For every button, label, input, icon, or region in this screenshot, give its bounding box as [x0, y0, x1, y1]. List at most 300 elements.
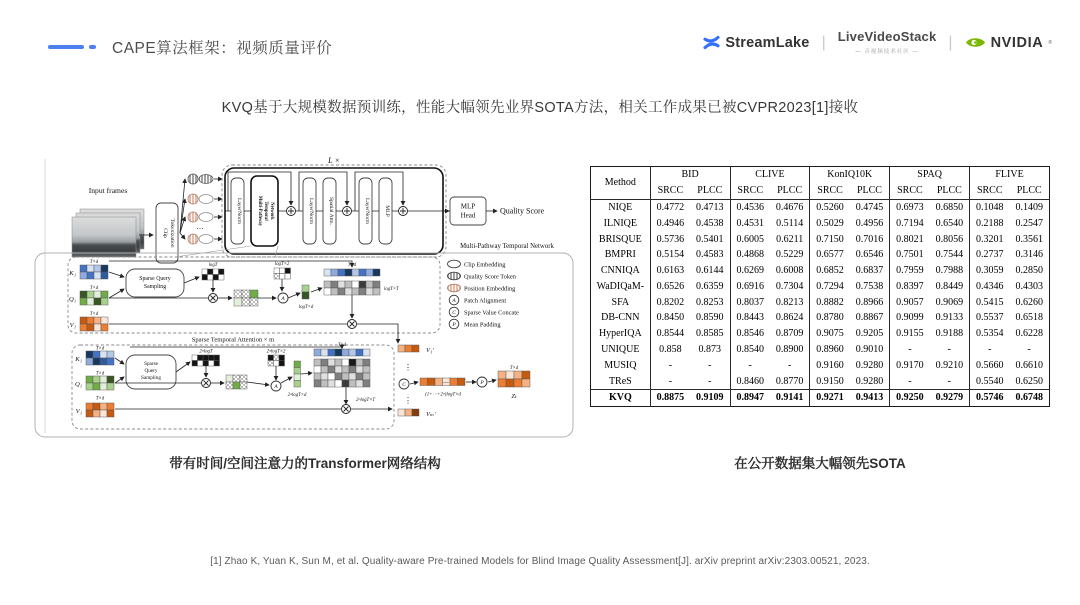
value-cell: 0.9075 [810, 326, 850, 342]
value-cell: 0.3146 [1015, 249, 1043, 261]
svg-text:Spatial Attn.: Spatial Attn. [328, 197, 334, 225]
col-subheader: PLCC [690, 183, 730, 199]
col-subheader: PLCC [850, 183, 890, 199]
k1-label: K₁ [69, 270, 76, 277]
svg-text:V₁′: V₁′ [426, 347, 434, 354]
svg-text:Head: Head [460, 211, 476, 220]
patch-alignment-op-icon [278, 293, 288, 303]
svg-text:T×d: T×d [95, 346, 105, 352]
table-caption: 在公开数据集大幅领先SOTA [734, 456, 906, 471]
value-cell: - [787, 359, 792, 371]
value-cell: 0.8947 [730, 389, 770, 406]
method-cell: MUSIQ [604, 359, 637, 371]
value-cell: - [708, 375, 712, 387]
value-cell: 0.3561 [1015, 233, 1043, 245]
streamlake-logo-text: StreamLake [725, 34, 810, 51]
value-cell: 0.5736 [650, 231, 690, 247]
value-cell: 0.9205 [855, 328, 884, 340]
svg-text:LayerNorm: LayerNorm [308, 197, 314, 225]
table-row [591, 389, 1050, 406]
value-cell: 0.8882 [810, 294, 850, 310]
add-op-icon [399, 207, 408, 216]
zt-output-grid [498, 371, 530, 387]
value-cell: 0.4772 [650, 199, 690, 215]
svg-text:A: A [452, 298, 456, 304]
value-cell: 0.7194 [890, 215, 930, 231]
value-cell: 0.9155 [890, 326, 930, 342]
value-cell: 0.9250 [890, 389, 930, 406]
value-cell: 0.8540 [730, 342, 770, 358]
value-cell: 0.8875 [650, 389, 690, 406]
svg-text:P: P [480, 380, 484, 386]
value-cell: 0.6850 [935, 201, 964, 213]
value-cell: 0.5540 [970, 373, 1010, 389]
col-group-header: CLIVE [730, 167, 810, 183]
value-cell: 0.6250 [1015, 375, 1043, 387]
value-cell: 0.8443 [730, 310, 770, 326]
value-cell: - [708, 359, 712, 371]
value-cell: 0.6228 [1015, 328, 1043, 340]
svg-text:V₁: V₁ [75, 408, 82, 415]
value-cell: 0.8900 [775, 343, 804, 355]
clip-token-icon [188, 234, 213, 244]
value-cell: 0.4538 [696, 217, 724, 229]
sparse-query-sampling-box [126, 355, 176, 389]
value-cell: 0.873 [698, 343, 722, 355]
method-cell: CNNIQA [600, 265, 640, 277]
add-op-icon [343, 207, 352, 216]
key-strip [324, 269, 380, 276]
nvidia-trademark: ® [1048, 39, 1052, 46]
token-ellipsis: ⋯ [196, 225, 204, 233]
svg-text:Q₁: Q₁ [74, 381, 82, 388]
sparse-value-concate-icon [449, 307, 459, 317]
q1-label: Q₁ [68, 296, 76, 303]
value-cell: - [947, 375, 951, 387]
value-cell: 0.1409 [1015, 201, 1043, 213]
value-cell: 0.4536 [730, 199, 770, 215]
logo-separator: | [821, 33, 826, 51]
nvidia-eye-icon [965, 35, 986, 50]
value-cell: 0.4713 [696, 201, 724, 213]
col-subheader: SRCC [650, 183, 690, 199]
vm-output-strip [398, 409, 419, 416]
value-cell: 0.4303 [1015, 280, 1043, 292]
method-cell: BRISQUE [598, 233, 642, 245]
svg-text:Query: Query [144, 368, 158, 374]
value-cell: 0.5260 [810, 199, 850, 215]
value-cell: 0.9280 [855, 375, 884, 387]
svg-text:Clip Embedding: Clip Embedding [464, 261, 506, 269]
value-cell: 0.3059 [970, 263, 1010, 279]
value-cell: 0.6916 [730, 278, 770, 294]
streamlake-logo [703, 34, 809, 51]
method-cell: BMPRI [604, 249, 636, 261]
matmul-op-icon [348, 320, 357, 329]
logT-index-grid [192, 355, 220, 366]
svg-text:Mean Padding: Mean Padding [464, 321, 501, 329]
value-cell: 0.9141 [770, 389, 810, 406]
value-cell: - [1027, 343, 1031, 355]
pathway-panel-1 [68, 257, 440, 343]
patch-alignment-icon [449, 295, 459, 305]
value-cell: 0.4956 [855, 217, 884, 229]
value-cell: 0.7544 [935, 249, 964, 261]
sparse-query-sampling-box [126, 269, 184, 297]
svg-text:logT: logT [208, 263, 218, 268]
matmul-op-icon [342, 405, 351, 414]
clip-token-icon [188, 212, 213, 222]
svg-text:⋮: ⋮ [404, 396, 412, 405]
value-cell: 0.6577 [810, 247, 850, 263]
attention-map-grid [324, 281, 380, 295]
value-cell: 0.9413 [850, 389, 890, 406]
svg-text:C: C [452, 310, 456, 316]
matmul-op-icon [209, 294, 218, 303]
value-cell: - [970, 342, 1010, 358]
svg-text:K₁: K₁ [75, 356, 82, 363]
value-cell: 0.9280 [855, 359, 884, 371]
value-cell: 0.5114 [776, 217, 804, 229]
svg-text:P: P [452, 322, 456, 328]
value-cell: 0.8960 [810, 342, 850, 358]
nvidia-logo-text: NVIDIA [990, 34, 1044, 51]
method-cell: NIQE [608, 201, 633, 213]
table-row [591, 342, 1050, 358]
transformer-block [222, 156, 450, 257]
value-cell: 0.6852 [810, 263, 850, 279]
svg-text:LayerNorm: LayerNorm [236, 197, 242, 225]
method-cell: ILNIQE [603, 217, 637, 229]
mean-padding-icon [449, 319, 459, 329]
value-cell: 0.5029 [810, 215, 850, 231]
value-cell: 0.8460 [730, 373, 770, 389]
value-cell: 0.6973 [890, 199, 930, 215]
value-cell: 0.8397 [890, 278, 930, 294]
streamlake-icon [703, 34, 720, 51]
value-cell: 0.6260 [1015, 296, 1043, 308]
value-cell: 0.6211 [776, 233, 804, 245]
value-cell: 0.8253 [696, 296, 724, 308]
q1-grid [86, 376, 114, 390]
mptn-caption: Multi-Pathway Temporal Network [460, 243, 554, 250]
svg-text:2ᵐlogT×2: 2ᵐlogT×2 [266, 349, 286, 355]
col-group-header: KonIQ10K [810, 167, 890, 183]
value-cell: 0.8056 [935, 233, 964, 245]
value-cell: 0.2547 [1015, 217, 1043, 229]
svg-text:T×d: T×d [509, 366, 519, 371]
value-cell: - [890, 342, 930, 358]
value-cell: 0.9069 [935, 296, 964, 308]
col-group-header: BID [650, 167, 730, 183]
value-cell: 0.8966 [855, 296, 884, 308]
svg-text:T×d: T×d [337, 343, 347, 348]
value-cell: - [890, 373, 930, 389]
results-table [590, 166, 1050, 407]
logT-index-grid [202, 269, 224, 280]
value-cell: 0.9160 [810, 357, 850, 373]
svg-text:Temporal: Temporal [263, 201, 268, 221]
value-cell: - [650, 357, 690, 373]
quality-score-token-icon [448, 272, 461, 280]
value-cell: 0.8546 [730, 326, 770, 342]
mlp-box [379, 178, 392, 244]
value-cell: 0.5401 [696, 233, 724, 245]
value-cell: 0.8585 [696, 328, 724, 340]
q1-grid [80, 291, 108, 305]
alignment-index-grid [268, 355, 285, 366]
value-cell: - [730, 357, 770, 373]
add-op-icon [287, 207, 296, 216]
value-cell: 0.4676 [775, 201, 804, 213]
svg-text:Network: Network [269, 202, 274, 220]
value-cell: 0.1048 [970, 199, 1010, 215]
method-cell: DB-CNN [601, 312, 640, 324]
value-cell: 0.2188 [970, 215, 1010, 231]
diagram-caption: 带有时间/空间注意力的Transformer网络结构 [169, 456, 441, 471]
value-cell: 0.8037 [730, 294, 770, 310]
attention-map-grid [314, 359, 370, 387]
svg-text:(1+⋯+2ᵐ)logT×d: (1+⋯+2ᵐ)logT×d [425, 392, 461, 398]
table-row [591, 231, 1050, 247]
col-group-header: FLIVE [970, 167, 1050, 183]
col-subheader: PLCC [1009, 183, 1049, 199]
aligned-query-strip [294, 361, 301, 387]
table-row [591, 326, 1050, 342]
table-row [591, 373, 1050, 389]
value-cell: 0.7988 [935, 265, 964, 277]
value-cell: 0.9010 [855, 343, 884, 355]
livevideostack-logo-text: LiveVideoStack [837, 29, 937, 44]
col-header-method: Method [591, 167, 651, 200]
svg-text:T×d: T×d [89, 260, 99, 265]
value-cell: 0.8709 [775, 328, 804, 340]
layernorm-box [359, 178, 372, 244]
col-subheader: SRCC [970, 183, 1010, 199]
method-cell: SFA [611, 296, 630, 308]
diagram-legend [448, 260, 519, 329]
table-row [591, 310, 1050, 326]
value-cell: 0.2850 [1015, 265, 1043, 277]
svg-text:Sampling: Sampling [143, 284, 167, 290]
slide-subtitle: KVQ基于大规模数据预训练，性能大幅领先业界SOTA方法，相关工作成果已被CVPR2023[1]接收 [221, 100, 859, 116]
col-group-header: SPAQ [890, 167, 970, 183]
value-cell: 0.6748 [1009, 389, 1049, 406]
value-cell: 0.6008 [775, 265, 804, 277]
svg-text:Clip: Clip [162, 228, 168, 238]
v1-label: V₁ [69, 322, 76, 329]
sampled-query-grid [234, 290, 258, 306]
value-cell: 0.6540 [935, 217, 964, 229]
value-cell: 0.8624 [775, 312, 804, 324]
nvidia-logo [965, 35, 1052, 51]
matmul-op-icon [202, 379, 211, 388]
value-cell: 0.9057 [890, 294, 930, 310]
table-row [591, 199, 1050, 215]
svg-text:T×d: T×d [89, 312, 99, 317]
svg-text:Sampling: Sampling [141, 375, 161, 381]
value-cell: 0.8590 [696, 312, 724, 324]
svg-text:Sparse Query: Sparse Query [139, 276, 171, 282]
svg-text:LayerNorm: LayerNorm [364, 197, 370, 225]
svg-text:⋮: ⋮ [404, 363, 412, 372]
k1-grid [80, 265, 108, 279]
clip-tokenization-box [156, 203, 178, 263]
value-cell: 0.7016 [855, 233, 884, 245]
svg-text:Sparse: Sparse [144, 361, 158, 367]
value-cell: 0.5415 [970, 294, 1010, 310]
livevideostack-logo [838, 30, 937, 56]
svg-text:A: A [274, 384, 278, 390]
col-subheader: SRCC [810, 183, 850, 199]
layernorm-box [231, 178, 244, 244]
value-cell: 0.2737 [970, 247, 1010, 263]
value-cell: 0.5660 [970, 357, 1010, 373]
value-cell: 0.3201 [970, 231, 1010, 247]
svg-text:logT×T: logT×T [384, 287, 399, 292]
value-cell: 0.6269 [730, 263, 770, 279]
livevideostack-logo-subtitle: — 音视频技术社区 — [855, 49, 919, 55]
position-embedding-icon [448, 284, 461, 292]
value-cell: 0.4531 [730, 215, 770, 231]
method-cell: KVQ [591, 389, 651, 406]
sta-caption: Sparse Temporal Attention × m [191, 336, 275, 344]
value-cell: 0.9271 [810, 389, 850, 406]
value-cell: 0.858 [650, 342, 690, 358]
pathway-panel-m [72, 343, 394, 429]
value-cell: 0.9170 [890, 357, 930, 373]
value-cell: 0.6610 [1015, 359, 1043, 371]
value-cell: 0.7501 [890, 247, 930, 263]
value-cell: 0.9099 [890, 310, 930, 326]
svg-text:T×d: T×d [347, 263, 357, 268]
svg-text:2ᵐlogT: 2ᵐlogT [199, 349, 213, 355]
value-cell: 0.8202 [650, 294, 690, 310]
value-cell: 0.8449 [935, 280, 964, 292]
svg-text:2ᵐlogT×T: 2ᵐlogT×T [356, 398, 376, 403]
input-frames-label: Input frames [88, 186, 128, 195]
value-cell: - [947, 343, 951, 355]
svg-text:Tokenization: Tokenization [169, 218, 175, 248]
value-cell: 0.8867 [855, 312, 884, 324]
svg-text:T×d: T×d [95, 371, 105, 377]
value-cell: 0.6144 [696, 265, 724, 277]
method-cell: WaDIQaM- [596, 280, 645, 292]
quality-score-label: Quality Score [500, 206, 545, 216]
value-cell: 0.5229 [775, 249, 804, 261]
loop-count-label: L × [328, 156, 340, 165]
svg-text:T×d: T×d [89, 286, 99, 291]
aligned-query-strip [302, 285, 309, 299]
concat-op-icon [399, 379, 409, 389]
value-cell: 0.5354 [970, 326, 1010, 342]
table-row [591, 278, 1050, 294]
method-cell: UNIQUE [601, 343, 640, 355]
value-cell: 0.8450 [650, 310, 690, 326]
value-cell: 0.6526 [650, 278, 690, 294]
page-title: CAPE算法框架：视频质量评价 [112, 40, 333, 57]
output-aggregation [398, 345, 530, 418]
value-cell: 0.6518 [1015, 312, 1043, 324]
col-subheader: SRCC [730, 183, 770, 199]
clip-token-icon [188, 194, 213, 204]
value-cell: 0.4868 [730, 247, 770, 263]
layernorm-box [303, 178, 316, 244]
value-cell: 0.7304 [775, 280, 804, 292]
header-bar [0, 0, 1080, 70]
citation-text: [1] Zhao K, Yuan K, Sun M, et al. Quality-aware Pre-trained Models for Blind Image Quality Assessment[J]. arXiv preprint arXiv:2303.00521, 2023. [210, 556, 870, 567]
patch-alignment-op-icon [271, 381, 281, 391]
value-cell: 0.8021 [890, 231, 930, 247]
value-cell: 0.7150 [810, 231, 850, 247]
value-cell: 0.4946 [650, 215, 690, 231]
svg-text:2ᵐlogT×d: 2ᵐlogT×d [287, 393, 307, 398]
svg-text:Vₘ′: Vₘ′ [426, 411, 436, 418]
method-cell: TReS [608, 375, 632, 387]
value-cell: 0.4346 [970, 278, 1010, 294]
table-row [591, 263, 1050, 279]
svg-text:Quality Score Token: Quality Score Token [464, 273, 516, 281]
svg-text:Position Embedding: Position Embedding [464, 285, 516, 293]
mean-padding-op-icon [477, 377, 487, 387]
col-subheader: SRCC [890, 183, 930, 199]
svg-text:MLP: MLP [460, 202, 476, 211]
token-stack [180, 174, 222, 244]
svg-text:logT×d: logT×d [298, 305, 314, 310]
value-cell: 0.5154 [650, 247, 690, 263]
value-cell: 0.8780 [810, 310, 850, 326]
value-cell: 0.8213 [775, 296, 804, 308]
value-cell: 0.9150 [810, 373, 850, 389]
mlp-head-box [450, 197, 486, 225]
svg-text:Multi-Pathway: Multi-Pathway [257, 195, 262, 227]
table-row [591, 215, 1050, 231]
key-strip [314, 349, 370, 356]
svg-text:MLP: MLP [384, 205, 390, 217]
value-cell: 0.7294 [810, 278, 850, 294]
value-cell: 0.6359 [696, 280, 724, 292]
value-cell: 0.4583 [696, 249, 724, 261]
svg-text:logT×2: logT×2 [274, 262, 290, 267]
svg-text:Sparse Value Concate: Sparse Value Concate [464, 309, 519, 317]
value-cell: 0.9133 [935, 312, 964, 324]
value-cell: - [650, 373, 690, 389]
input-frames-image [72, 209, 144, 257]
v1-output-strip [398, 345, 419, 352]
value-cell: 0.7538 [855, 280, 884, 292]
quality-score-token-icon [188, 174, 213, 184]
v1-grid [80, 317, 108, 331]
value-cell: 0.8770 [775, 375, 804, 387]
svg-text:Patch Alignment: Patch Alignment [464, 297, 507, 305]
results-table-wrap [590, 166, 1050, 407]
value-cell: 0.9210 [935, 359, 964, 371]
value-cell: 0.6005 [730, 231, 770, 247]
logo-bar [703, 30, 1052, 56]
alignment-index-grid [274, 268, 291, 279]
architecture-diagram [30, 150, 580, 442]
value-cell: 0.7959 [890, 263, 930, 279]
value-cell: 0.5746 [970, 389, 1010, 406]
svg-text:T×d: T×d [95, 396, 105, 402]
spatial-attention-box [323, 178, 336, 244]
value-cell: 0.4745 [855, 201, 884, 213]
value-cell: 0.6546 [855, 249, 884, 261]
accent-dash-icon [48, 45, 96, 50]
svg-text:C: C [402, 382, 406, 388]
value-cell: 0.5537 [970, 310, 1010, 326]
value-cell: 0.9188 [935, 328, 964, 340]
